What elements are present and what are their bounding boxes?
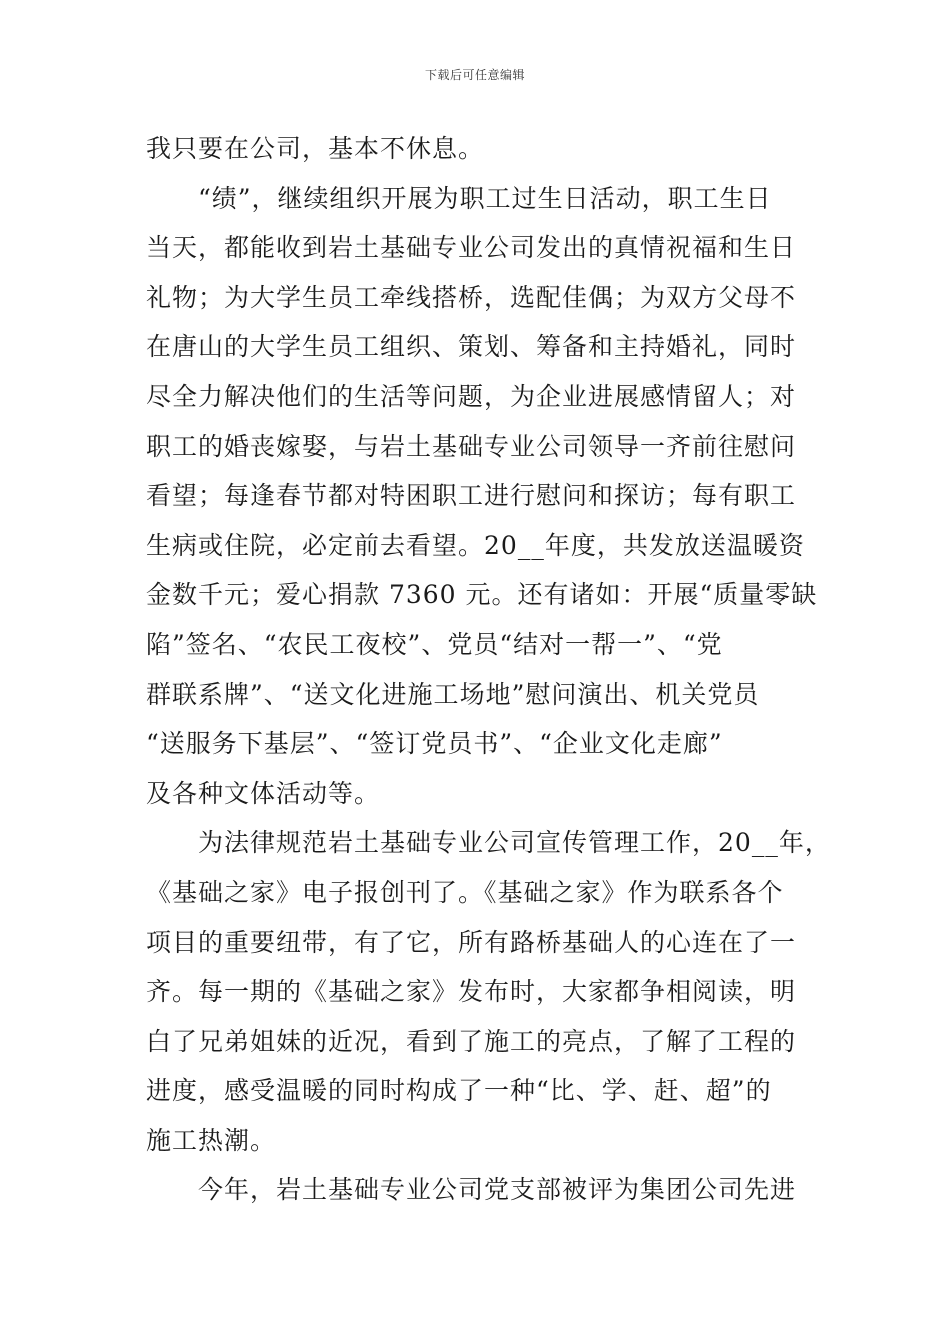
page-header-note: 下载后可任意编辑 [424,68,525,82]
text-line: 齐。每一期的《基础之家》发布时，大家都争相阅读，明 [146,977,797,1007]
text-line: 尽全力解决他们的生活等问题，为企业进展感情留人；对 [146,381,797,411]
text-line: 职工的婚丧嫁娶，与岩土基础专业公司领导一齐前往慰问 [146,431,797,461]
text-line: 为法律规范岩土基础专业公司宣传管理工作，20__年， [146,828,831,858]
text-line: 礼物；为大学生员工牵线搭桥，选配佳偶；为双方父母不 [146,282,797,312]
text-line: 当天，都能收到岩土基础专业公司发出的真情祝福和生日 [146,233,797,263]
document-body [146,124,831,1215]
text-line: 看望；每逢春节都对特困职工进行慰问和探访；每有职工 [146,481,797,511]
text-line: 群联系牌”、“送文化进施工场地”慰问演出、机关党员 [146,679,760,709]
text-line: 项目的重要纽带，有了它，所有路桥基础人的心连在了一 [146,927,797,957]
text-line: “送服务下基层”、“签订党员书”、“企业文化走廊” [146,729,723,759]
text-line: 陷”签名、“农民工夜校”、党员“结对一帮一”、“党 [146,629,723,659]
text-line: 金数千元；爱心捐款 7360 元。还有诸如：开展“质量零缺 [146,580,818,610]
text-line: 白了兄弟姐妹的近况，看到了施工的亮点，了解了工程的 [146,1026,797,1056]
text-line: 进度，感受温暖的同时构成了一种“比、学、赶、超”的 [146,1076,772,1106]
text-line: 施工热潮。 [146,1125,277,1155]
text-line: 我只要在公司，基本不休息。 [146,134,485,163]
text-line: 生病或住院，必定前去看望。20__年度，共发放送温暖资 [146,530,805,560]
text-line: 今年，岩土基础专业公司党支部被评为集团公司先进 [146,1175,797,1205]
text-line: 及各种文体活动等。 [146,778,381,808]
text-line: 《基础之家》电子报创刊了。《基础之家》作为联系各个 [146,877,784,907]
text-line: “绩”，继续组织开展为职工过生日活动，职工生日 [146,183,772,213]
text-line: 在唐山的大学生员工组织、策划、筹备和主持婚礼，同时 [146,332,797,362]
